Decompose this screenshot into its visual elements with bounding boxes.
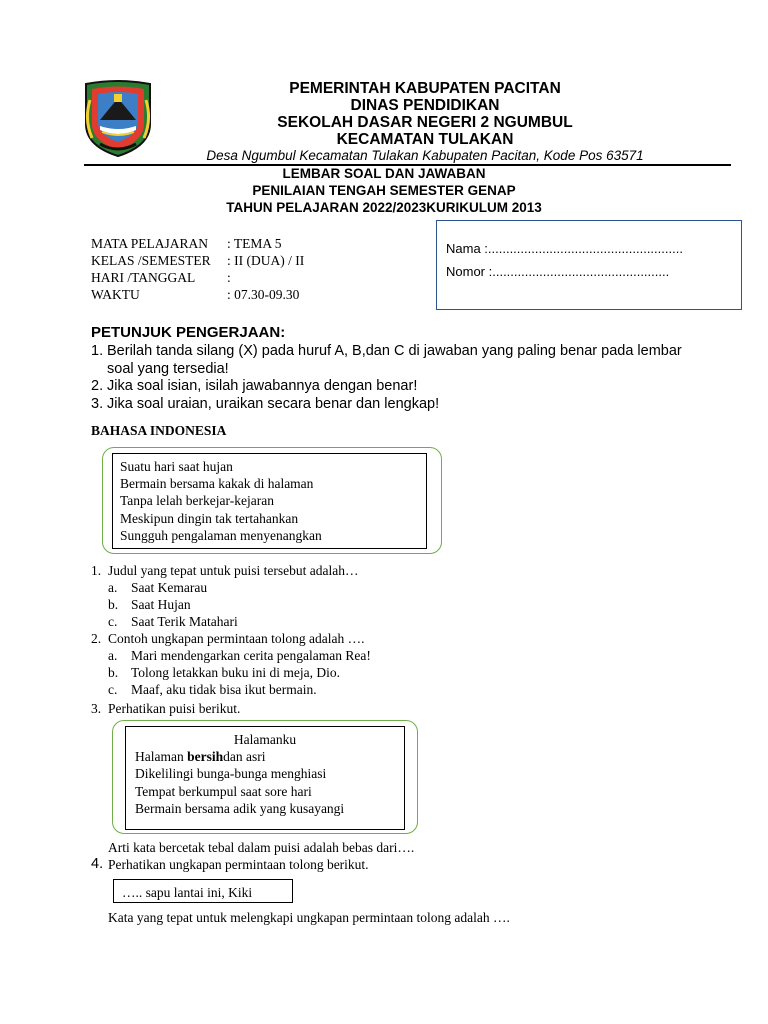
option-letter: a. xyxy=(108,580,118,595)
info-label: KELAS /SEMESTER xyxy=(91,253,211,268)
poem-line: Suatu hari saat hujan xyxy=(120,459,233,474)
question-2 xyxy=(91,630,691,698)
question-text: Perhatikan puisi berikut. xyxy=(108,701,241,716)
question-4-followup: Kata yang tepat untuk melengkapi ungkapan permintaan tolong adalah …. xyxy=(108,910,510,925)
question-number: 3. xyxy=(91,701,102,716)
info-label: MATA PELAJARAN xyxy=(91,236,209,251)
question-number: 4. xyxy=(91,856,104,872)
option-a[interactable] xyxy=(91,647,691,664)
info-time xyxy=(91,286,299,303)
option-c[interactable] xyxy=(91,681,691,698)
poem-text: Halaman xyxy=(135,749,188,765)
question-number: 1. xyxy=(91,563,102,578)
option-text: Saat Hujan xyxy=(131,597,191,612)
option-text: Saat Terik Matahari xyxy=(131,614,238,629)
option-text: Tolong letakkan buku ini di meja, Dio. xyxy=(131,665,341,680)
student-identity-box xyxy=(436,220,742,310)
question-number: 2. xyxy=(91,631,102,646)
header-line-4: KECAMATAN TULAKAN xyxy=(336,131,514,148)
question-3-followup: Arti kata bercetak tebal dalam puisi adalah bebas dari…. xyxy=(108,840,415,855)
question-1 xyxy=(91,562,691,630)
instruction-text: Berilah tanda silang (X) pada huruf A, B,dan C di jawaban yang paling benar pada lembar soal yang tersedia! xyxy=(107,343,682,377)
poem-1-box xyxy=(112,453,427,549)
instruction-item xyxy=(91,396,691,414)
poem-line: Bermain bersama kakak di halaman xyxy=(120,476,314,492)
instruction-number: 1. xyxy=(91,343,104,359)
name-field[interactable]: Nama :...................................................... xyxy=(446,241,683,256)
question-text: Contoh ungkapan permintaan tolong adalah …. xyxy=(108,631,365,646)
info-date xyxy=(91,269,231,286)
poem-2-box xyxy=(125,726,405,830)
regency-logo xyxy=(80,80,156,158)
question-4 xyxy=(91,856,691,873)
info-label: WAKTU xyxy=(91,287,140,302)
option-text: Saat Kemarau xyxy=(131,580,208,595)
option-c[interactable] xyxy=(91,613,691,630)
poem-title: Halamanku xyxy=(233,732,297,747)
header-line-3: SEKOLAH DASAR NEGERI 2 NGUMBUL xyxy=(277,114,573,131)
header-address: Desa Ngumbul Kecamatan Tulakan Kabupaten Pacitan, Kode Pos 63571 xyxy=(206,148,644,163)
subheader-line-3: TAHUN PELAJARAN 2022/2023KURIKULUM 2013 xyxy=(226,200,542,215)
poem-line: Sungguh pengalaman menyenangkan xyxy=(120,527,322,543)
question-3 xyxy=(91,700,691,717)
option-letter: b. xyxy=(108,665,119,680)
info-value: : 07.30-09.30 xyxy=(227,287,300,302)
option-letter: b. xyxy=(108,597,119,612)
number-field[interactable]: Nomor :................................................. xyxy=(446,264,670,279)
info-class xyxy=(91,252,304,269)
request-phrase-box: ….. sapu lantai ini, Kiki xyxy=(113,879,293,903)
poem-line: Tempat berkumpul saat sore hari xyxy=(135,783,312,799)
instruction-number: 3. xyxy=(91,395,104,412)
poem-line xyxy=(135,748,404,765)
subheader-line-1: LEMBAR SOAL DAN JAWABAN xyxy=(282,166,486,181)
option-b[interactable] xyxy=(91,596,691,613)
instructions-list xyxy=(91,343,691,413)
instructions-title: PETUNJUK PENGERJAAN: xyxy=(91,324,286,341)
info-value: : II (DUA) / II xyxy=(227,253,305,268)
poem-line: Dikelilingi bunga-bunga menghiasi xyxy=(135,766,327,782)
info-label: HARI /TANGGAL xyxy=(91,270,196,285)
info-value: : xyxy=(227,270,231,285)
option-a[interactable] xyxy=(91,579,691,596)
option-text: Maaf, aku tidak bisa ikut bermain. xyxy=(131,682,317,697)
option-letter: a. xyxy=(108,648,118,663)
poem-line: Meskipun dingin tak tertahankan xyxy=(120,510,299,526)
instruction-text: Jika soal isian, isilah jawabannya dengan benar! xyxy=(107,378,418,394)
question-text: Perhatikan ungkapan permintaan tolong berikut. xyxy=(108,857,369,872)
section-title: BAHASA INDONESIA xyxy=(91,423,227,438)
info-subject xyxy=(91,235,282,252)
header-line-2: DINAS PENDIDIKAN xyxy=(350,97,500,114)
option-b[interactable] xyxy=(91,664,691,681)
info-value: : TEMA 5 xyxy=(227,236,282,251)
subheader-line-2: PENILAIAN TENGAH SEMESTER GENAP xyxy=(252,183,516,198)
instruction-item xyxy=(91,343,691,378)
instruction-item xyxy=(91,378,691,396)
option-letter: c. xyxy=(108,614,118,629)
poem-line: Tanpa lelah berkejar-kejaran xyxy=(120,493,274,509)
option-letter: c. xyxy=(108,682,118,697)
poem-text: dan asri xyxy=(223,749,266,765)
question-text: Judul yang tepat untuk puisi tersebut adalah… xyxy=(108,563,359,578)
option-text: Mari mendengarkan cerita pengalaman Rea! xyxy=(131,648,371,663)
poem-line: Bermain bersama adik yang kusayangi xyxy=(135,800,345,816)
instruction-number: 2. xyxy=(91,378,104,394)
header-line-1: PEMERINTAH KABUPATEN PACITAN xyxy=(289,80,561,97)
instruction-text: Jika soal uraian, uraikan secara benar dan lengkap! xyxy=(107,395,440,412)
poem-bold-word: bersih xyxy=(187,749,224,765)
